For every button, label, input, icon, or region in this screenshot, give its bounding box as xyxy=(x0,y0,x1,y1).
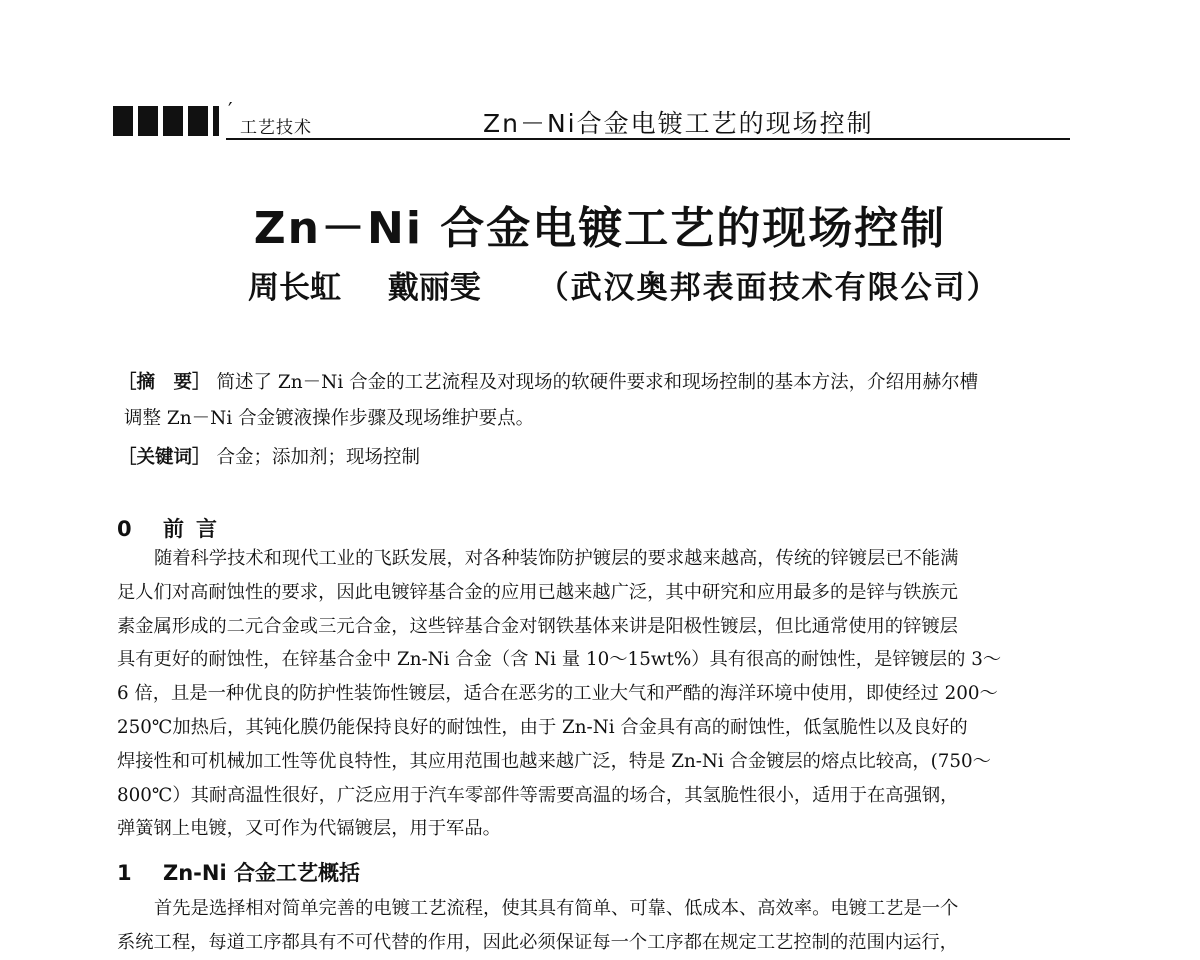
body-line: 系统工程，每道工序都具有不可代替的作用，因此必须保证每一个工序都在规定工艺控制的范围内运行， xyxy=(117,931,958,953)
body-line: 焊接性和可机械加工性等优良特性，其应用范围也越来越广泛，特是 Zn-Ni 合金镀层的熔点比较高，(750～ xyxy=(117,750,991,772)
author-line xyxy=(248,262,1000,307)
affiliation: （武汉奥邦表面技术有限公司） xyxy=(537,270,1000,306)
header-decoration xyxy=(113,106,219,136)
section-title: Zn-Ni 合金工艺概括 xyxy=(163,861,360,885)
body-line: 800℃）其耐高温性很好，广泛应用于汽车零部件等需要高温的场合，其氢脆性很小，适用于在高强钢， xyxy=(117,784,959,806)
abstract-text-line: 简述了 Zn－Ni 合金的工艺流程及对现场的软硬件要求和现场控制的基本方法，介绍用赫尔槽 xyxy=(216,372,979,393)
body-line: 6 倍，且是一种优良的防护性装饰性镀层，适合在恶劣的工业大气和严酷的海洋环境中使用，即使经过 200～ xyxy=(117,683,998,705)
header-block-mark xyxy=(213,106,219,136)
body-line: 足人们对高耐蚀性的要求，因此电镀锌基合金的应用已越来越广泛，其中研究和应用最多的是锌与铁族元 xyxy=(117,581,958,603)
body-line: 首先是选择相对简单完善的电镀工艺流程，使其具有简单、可靠、低成本、高效率。电镀工艺是一个 xyxy=(154,898,959,919)
body-line: 素金属形成的二元合金或三元合金，这些锌基合金对钢铁基体来讲是阳极性镀层，但比通常使用的锌镀层 xyxy=(117,615,958,637)
article-title: Zn－Ni 合金电镀工艺的现场控制 xyxy=(253,203,947,254)
keywords-label: ［关键词］ xyxy=(118,447,211,468)
header-block-mark xyxy=(188,106,208,136)
header-block-mark xyxy=(163,106,183,136)
header-section-label: 工艺技术 xyxy=(240,118,312,138)
author-name: 戴丽雯 xyxy=(387,270,481,306)
section-title: 前言 xyxy=(163,517,229,541)
section-body xyxy=(117,542,1089,846)
abstract-continuation xyxy=(124,405,1090,433)
body-line: 随着科学技术和现代工业的飞跃发展，对各种装饰防护镀层的要求越来越高，传统的锌镀层已不能满 xyxy=(154,548,959,569)
header-rule xyxy=(226,138,1070,140)
author-name: 周长虹 xyxy=(248,270,341,306)
section-body xyxy=(117,892,1089,960)
abstract-label: ［摘 要］ xyxy=(118,372,211,393)
header-block-mark xyxy=(138,106,158,136)
abstract xyxy=(118,369,1090,397)
section-heading xyxy=(117,513,229,543)
keywords xyxy=(118,444,1090,472)
keywords-text: 合金；添加剂；现场控制 xyxy=(216,447,421,468)
header-running-title: Zn－Ni合金电镀工艺的现场控制 xyxy=(483,109,874,138)
section-number: 0 xyxy=(117,517,132,541)
body-line: 250℃加热后，其钝化膜仍能保持良好的耐蚀性，由于 Zn-Ni 合金具有高的耐蚀性，低氢脆性以及良好的 xyxy=(117,716,968,738)
abstract-text-line: 调整 Zn－Ni 合金镀液操作步骤及现场维护要点。 xyxy=(124,408,535,429)
header-tick: ′ xyxy=(228,98,233,122)
section-heading xyxy=(117,857,360,887)
section-number: 1 xyxy=(117,861,132,885)
body-line: 具有更好的耐蚀性，在锌基合金中 Zn-Ni 合金（含 Ni 量 10～15wt%）具有很高的耐蚀性，是锌镀层的 3～ xyxy=(117,649,1002,671)
header-block-mark xyxy=(113,106,133,136)
body-line: 弹簧钢上电镀，又可作为代镉镀层，用于军品。 xyxy=(117,818,501,840)
